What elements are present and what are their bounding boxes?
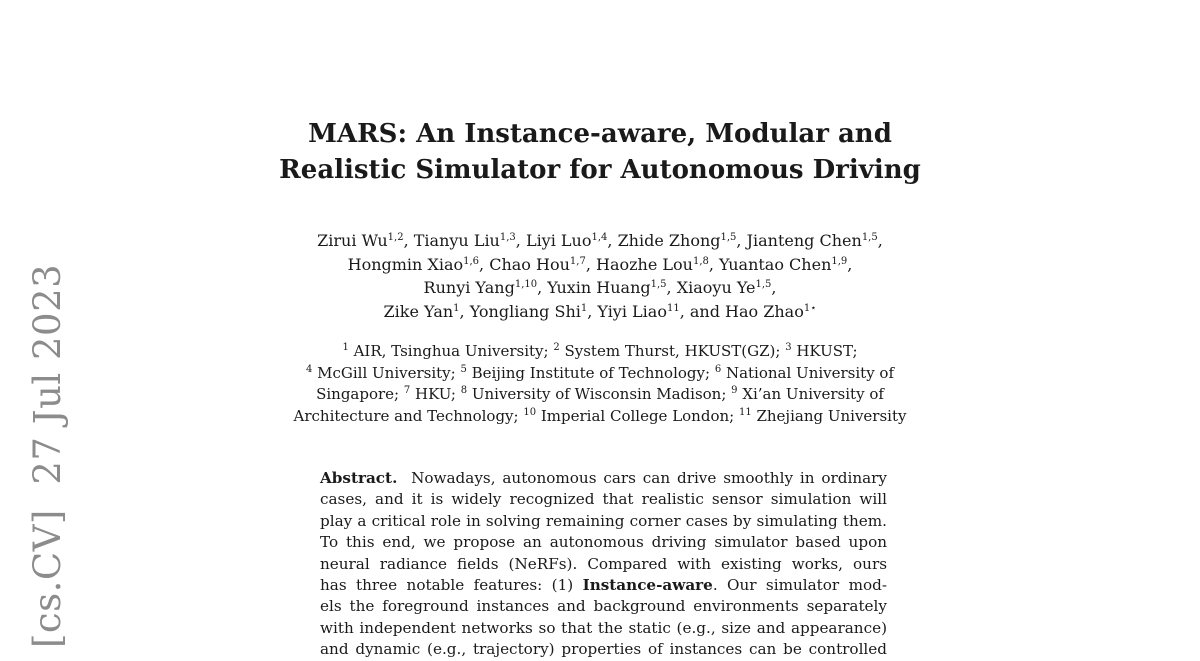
affiliation-number: 3	[785, 342, 792, 353]
author-affiliation-mark: 1,7	[569, 255, 586, 267]
author-affiliation-mark: 1,9	[831, 255, 848, 267]
author-name: Liyi Luo	[525, 231, 592, 250]
abstract-text: has three notable features: (1)	[320, 576, 583, 595]
author-name: Runyi Yang	[423, 278, 515, 297]
author-name: Yiyi Liao	[597, 301, 667, 321]
affiliation-number: 4	[305, 363, 313, 375]
affiliation-number: 1	[342, 342, 349, 353]
author-name: Jianteng Chen	[746, 231, 862, 250]
affiliation-text: HKUST;	[791, 342, 858, 360]
author-name: Zirui Wu	[317, 231, 388, 250]
affiliation-line	[0, 363, 1200, 385]
author-affiliation-mark: 1,4	[591, 232, 608, 243]
affiliation-number: 9	[731, 385, 738, 396]
author-name: Yongliang Shi	[469, 301, 581, 321]
author-name: Chao Hou	[489, 254, 570, 274]
abstract-line: and dynamic (e.g., trajectory) properties of instances can be controlled	[320, 640, 887, 659]
author-affiliation-mark: 1,8	[692, 255, 709, 267]
author-name: Xiaoyu Ye	[676, 278, 756, 297]
affiliation-text: University of Wisconsin Madison;	[467, 385, 732, 403]
affiliation-number: 10	[523, 406, 537, 418]
author-affiliation-mark: 1,10	[514, 279, 538, 290]
affiliation-text: Architecture and Technology;	[293, 406, 524, 425]
affiliation-text: Xi’an University of	[737, 385, 884, 403]
abstract	[320, 468, 887, 661]
affiliation-text: HKU;	[410, 385, 461, 403]
author-line: Hongmin Xiao$^{1,6}$, Chao Hou$^{1,7}$, Haozhe Lou$^{1,8}$, Yuantao Chen$^{1,9}$,	[347, 254, 853, 274]
author-name: and Hao Zhao	[689, 301, 804, 321]
abstract-line: play a critical role in solving remaining corner cases by simulating them.	[320, 511, 887, 530]
affiliation-text: Zhejiang University	[751, 406, 907, 425]
affiliation-text: National University of	[721, 363, 895, 382]
author-affiliation-mark: 11	[666, 302, 680, 314]
abstract-line: cases, and it is widely recognized that realistic sensor simulation will	[320, 490, 887, 509]
affiliation-text: Imperial College London;	[536, 406, 739, 425]
affiliation-number: 6	[714, 363, 722, 375]
abstract-heading: Abstract.	[320, 469, 398, 487]
abstract-line	[320, 575, 887, 596]
affiliation-text: McGill University;	[312, 363, 461, 382]
author-affiliation-mark: 1,5	[650, 279, 667, 290]
author-affiliation-mark: 1,6	[463, 255, 480, 267]
affiliation-number: 11	[738, 406, 752, 418]
affiliation-line	[0, 384, 1200, 406]
abstract-text: Nowadays, autonomous cars can drive smoothly in ordinary	[411, 469, 888, 487]
author-affiliation-mark: 1	[453, 302, 460, 314]
author-name: Yuxin Huang	[547, 278, 651, 297]
author-name: Hongmin Xiao	[347, 254, 464, 274]
author-line: Zirui Wu$^{1,2}$, Tianyu Liu$^{1,3}$, Liyi Luo$^{1,4}$, Zhide Zhong$^{1,5}$, Jianteng Chen$^{1,5}$,	[317, 231, 883, 250]
author-affiliation-mark: 1,5	[755, 279, 772, 290]
author-affiliation-mark: 1,3	[499, 232, 516, 243]
author-name: Zhide Zhong	[617, 231, 721, 250]
affiliation-text: Singapore;	[316, 385, 404, 403]
title-line-2: Realistic Simulator for Autonomous Driving	[279, 155, 921, 185]
paper-title	[0, 116, 1200, 188]
author-list	[0, 229, 1200, 323]
author-name: Yuantao Chen	[719, 254, 832, 274]
affiliation-line	[0, 341, 1200, 363]
affiliation-number: 7	[403, 385, 411, 396]
affiliation-number: 5	[460, 363, 467, 375]
abstract-text: . Our simulator mod-	[712, 576, 887, 595]
feature-heading: Instance-aware	[582, 576, 713, 595]
author-affiliation-mark: 1,5	[720, 232, 737, 243]
author-affiliation-mark: 1⋆	[803, 302, 817, 314]
affiliation-text: Beijing Institute of Technology;	[466, 363, 715, 382]
author-line: Zike Yan$^1$, Yongliang Shi$^1$, Yiyi Liao$^{11}$, and Hao Zhao$^{1⋆}$	[383, 301, 817, 321]
affiliation-line	[0, 406, 1200, 428]
abstract-line	[320, 468, 887, 489]
abstract-line: els the foreground instances and background environments separately	[320, 597, 887, 616]
title-line-1: MARS: An Instance-aware, Modular and	[308, 119, 892, 149]
author-affiliation-mark: 1,2	[387, 232, 404, 243]
affiliation-text: AIR, Tsinghua University;	[348, 342, 554, 360]
affiliation-text: System Thurst, HKUST(GZ);	[559, 342, 786, 360]
abstract-line: To this end, we propose an autonomous driving simulator based upon	[320, 533, 887, 552]
affiliation-number: 8	[460, 385, 468, 396]
author-line: Runyi Yang$^{1,10}$, Yuxin Huang$^{1,5}$, Xiaoyu Ye$^{1,5}$,	[423, 278, 777, 297]
author-name: Tianyu Liu	[413, 231, 500, 250]
arxiv-stamp: [cs.CV] 27 Jul 2023	[26, 263, 69, 648]
author-affiliation-mark: 1	[580, 302, 588, 314]
author-name: Haozhe Lou	[595, 254, 693, 274]
author-name: Zike Yan	[383, 301, 454, 321]
affiliation-list	[0, 341, 1200, 427]
abstract-line: with independent networks so that the static (e.g., size and appearance)	[320, 618, 887, 637]
abstract-line: neural radiance fields (NeRFs). Compared with existing works, ours	[320, 554, 887, 573]
affiliation-number: 2	[553, 342, 560, 353]
author-affiliation-mark: 1,5	[861, 232, 878, 243]
